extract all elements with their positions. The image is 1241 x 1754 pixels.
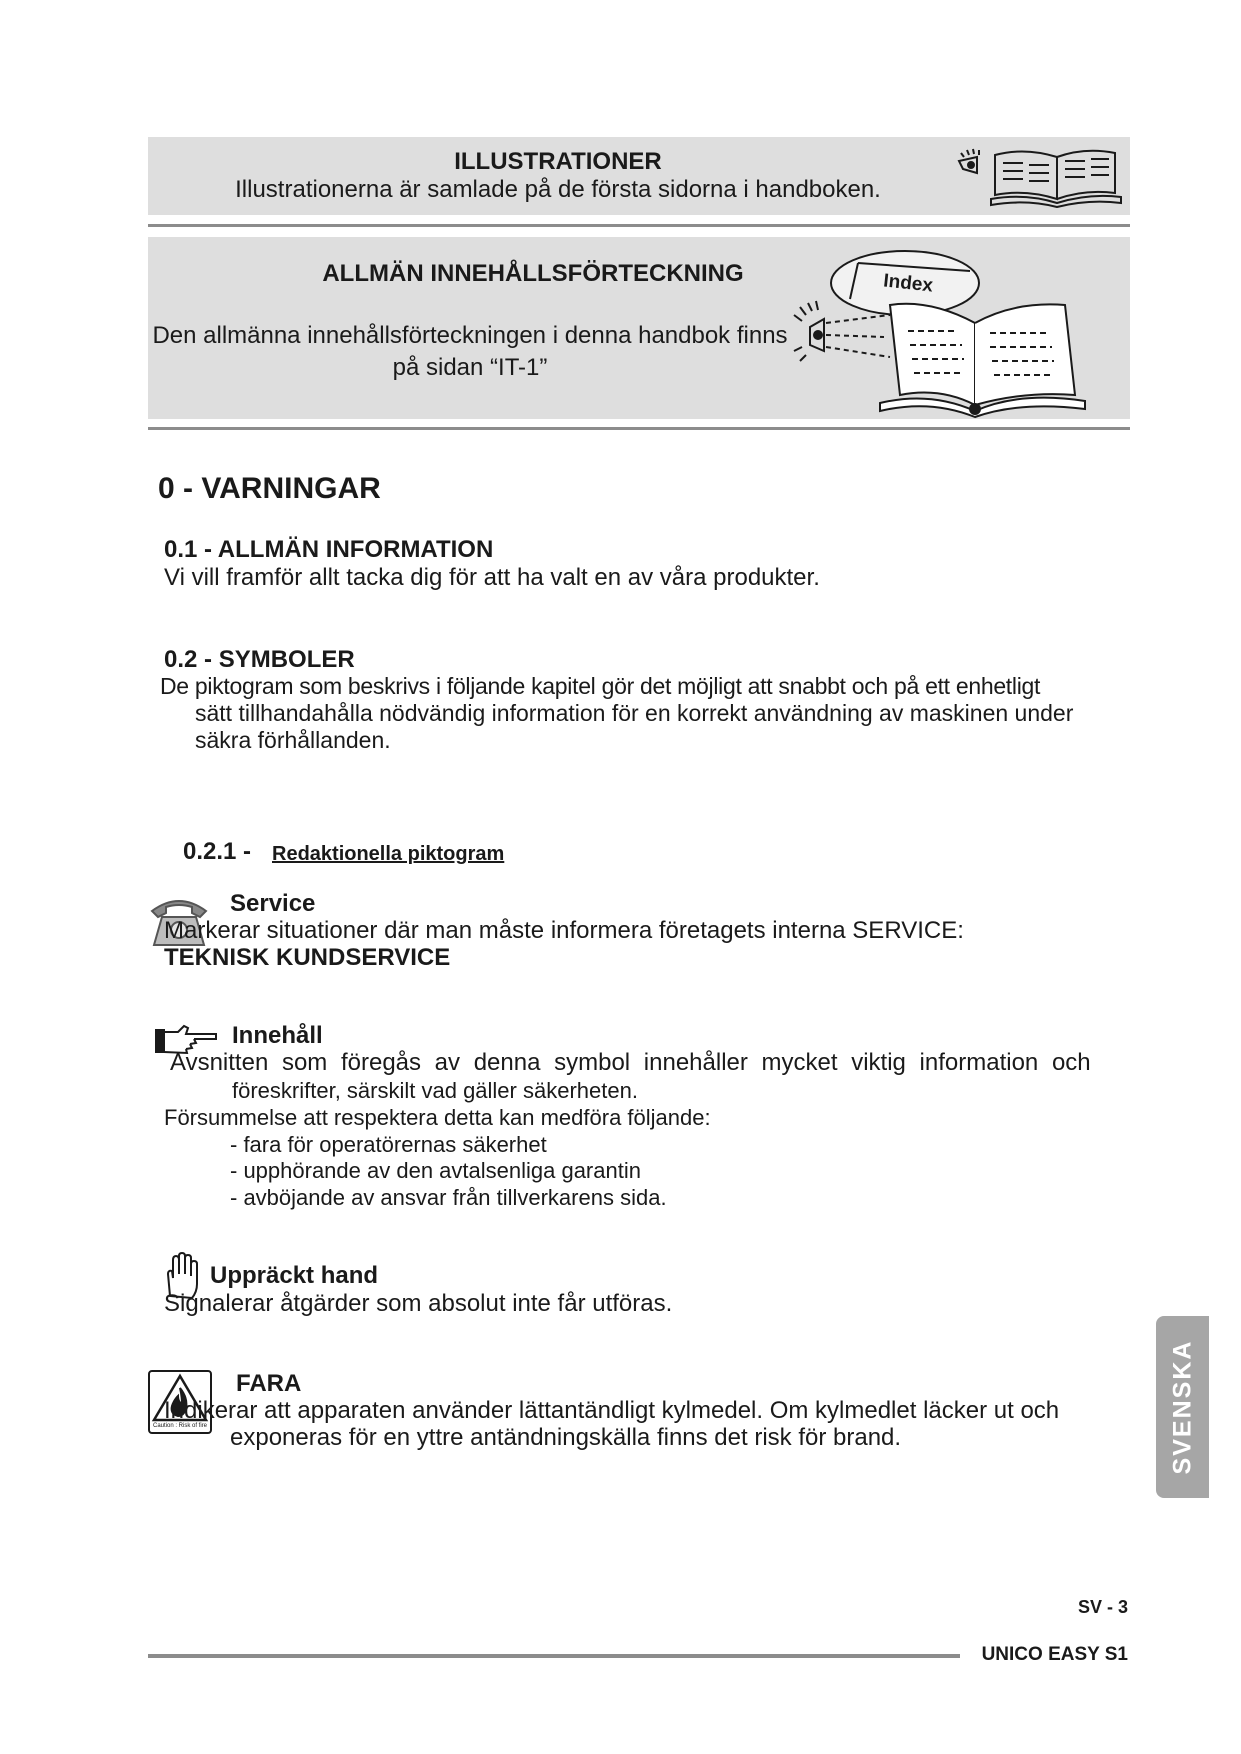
open-book-eye-icon — [955, 143, 1125, 209]
section-heading-general-info: 0.1 - ALLMÄN INFORMATION — [164, 536, 494, 563]
content-text-line2: föreskrifter, särskilt vad gäller säkerheten. — [232, 1078, 638, 1103]
language-label: SVENSKA — [1168, 1339, 1196, 1475]
danger-text-line1: Indikerar att apparaten använder lättantändligt kylmedel. Om kylmedlet läcker ut och — [164, 1397, 1060, 1424]
subsection-title: Redaktionella piktogram — [272, 843, 505, 865]
divider-rule — [148, 427, 1130, 430]
content-bullet: - avböjande av ansvar från tillverkarens sida. — [230, 1185, 667, 1210]
content-text-line1: Avsnitten som föregås av denna symbol innehåller mycket viktig information och — [170, 1049, 1091, 1076]
subsection-number: 0.2.1 - — [183, 838, 252, 865]
symbols-text-line3: säkra förhållanden. — [195, 727, 391, 753]
service-text-line2: TEKNISK KUNDSERVICE — [164, 944, 451, 971]
product-name: UNICO EASY S1 — [981, 1644, 1128, 1665]
illustrations-title: ILLUSTRATIONER — [454, 148, 662, 175]
language-side-tab — [1156, 1316, 1209, 1498]
toc-text-line1: Den allmänna innehållsförteckningen i denna handbok finns — [152, 322, 788, 349]
service-title: Service — [230, 890, 316, 917]
symbols-text-line2: sätt tillhandahålla nödvändig information för en korrekt användning av maskinen under — [195, 700, 1074, 726]
index-book-icon — [780, 245, 1125, 415]
index-label: Index — [882, 270, 934, 297]
raised-hand-text: Signalerar åtgärder som absolut inte får utföras. — [164, 1290, 673, 1317]
content-bullet: - fara för operatörernas säkerhet — [230, 1132, 547, 1157]
content-title: Innehåll — [232, 1022, 323, 1049]
footer-rule — [148, 1654, 960, 1658]
danger-title: FARA — [236, 1370, 302, 1397]
illustrations-text: Illustrationerna är samlade på de första sidorna i handboken. — [235, 176, 881, 203]
general-info-text: Vi vill framför allt tacka dig för att ha valt en av våra produkter. — [164, 564, 820, 591]
content-text-line3: Försummelse att respektera detta kan medföra följande: — [164, 1105, 711, 1130]
danger-text-line2: exponeras för en yttre antändningskälla finns det risk för brand. — [230, 1424, 902, 1451]
divider-rule — [148, 224, 1130, 227]
section-heading-symbols: 0.2 - SYMBOLER — [164, 646, 355, 673]
raised-hand-title: Uppräckt hand — [210, 1262, 379, 1289]
section-heading-varningar: 0 - VARNINGAR — [158, 472, 381, 505]
page-number: SV - 3 — [1077, 1597, 1128, 1617]
fire-warning-caption: Caution : Risk of fire — [152, 1423, 208, 1429]
symbols-text-line1: De piktogram som beskrivs i följande kapitel gör det möjligt att snabbt och på ett enhetligt — [160, 673, 1041, 699]
toc-title: ALLMÄN INNEHÅLLSFÖRTECKNING — [322, 260, 744, 287]
content-bullet: - upphörande av den avtalsenliga garantin — [230, 1158, 641, 1183]
service-text-line1: Markerar situationer där man måste informera företagets interna SERVICE: — [164, 917, 964, 944]
toc-text-line2: på sidan “IT-1” — [392, 354, 548, 381]
